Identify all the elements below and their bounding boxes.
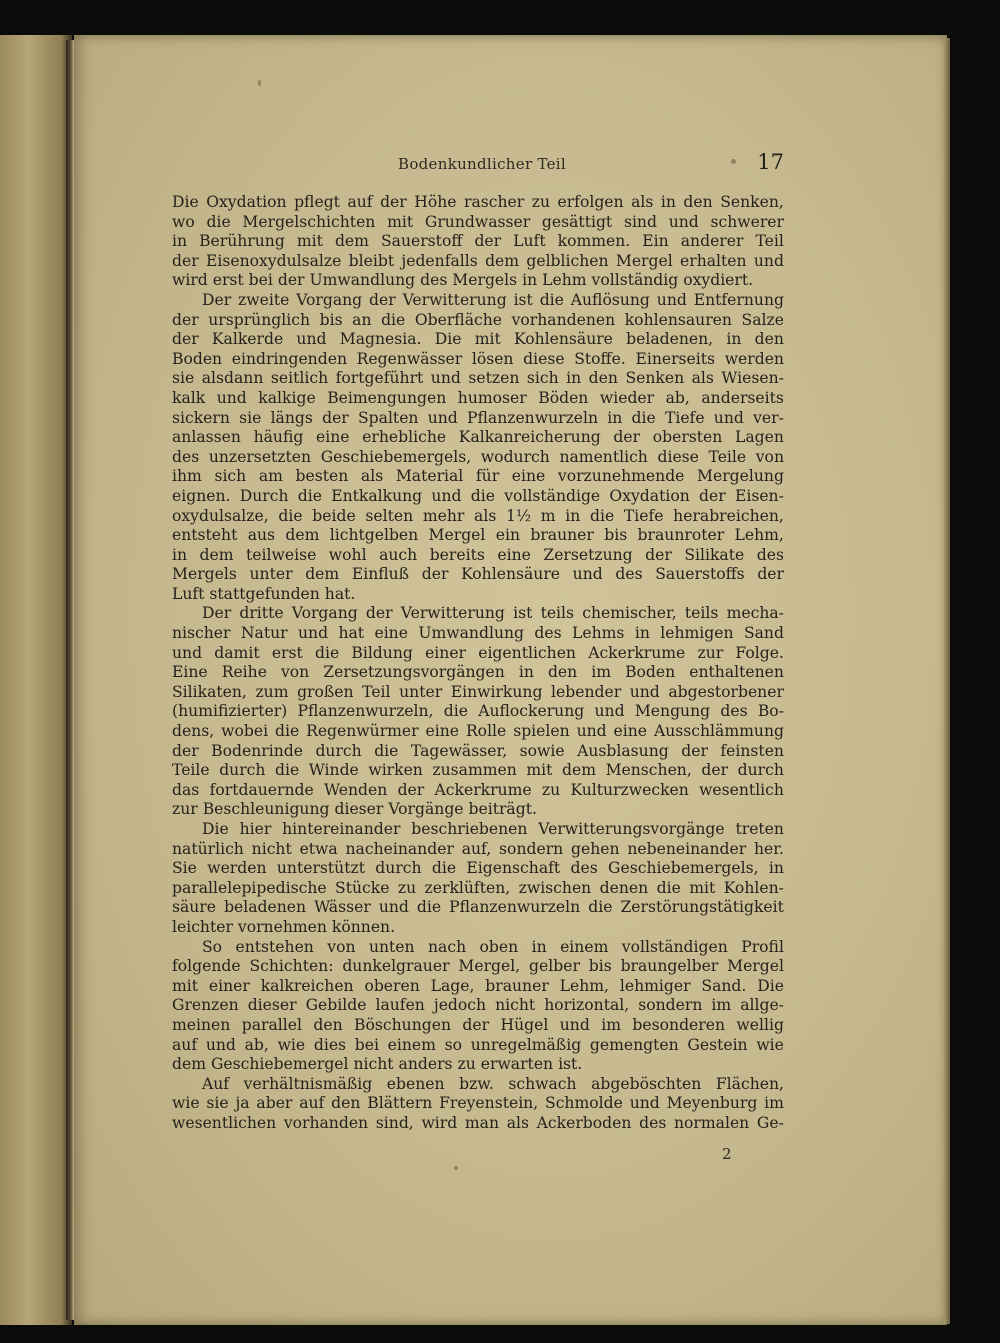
text-line: der Bodenrinde durch die Tagewässer, sowie Ausblasung der feinsten	[172, 741, 784, 760]
text-line: ihm sich am besten als Material für eine vorzunehmende Mergelung	[172, 467, 784, 486]
text-line: dem Geschiebemergel nicht anders zu erwarten ist.	[172, 1055, 583, 1074]
text-line: dens, wobei die Regenwürmer eine Rolle spielen und eine Ausschlämmung	[172, 722, 784, 741]
text-line: Die hier hintereinander beschriebenen Verwitterungsvorgänge treten	[202, 820, 784, 838]
text-line: sie alsdann seitlich fortgeführt und setzen sich in den Senken als Wiesen-	[172, 369, 784, 388]
text-line: Mergels unter dem Einfluß der Kohlensäure und des Sauerstoffs der	[172, 565, 784, 584]
text-line: Die Oxydation pflegt auf der Höhe rascher zu erfolgen als in den Senken,	[172, 193, 784, 211]
text-line: wird erst bei der Umwandlung des Mergels in Lehm vollständig oxydiert.	[172, 271, 754, 290]
paper-speck	[258, 80, 261, 86]
text-line: wesentlichen vorhanden sind, wird man als Ackerboden des normalen Ge-	[172, 1113, 784, 1132]
text-line: Eine Reihe von Zersetzungsvorgängen in den im Boden enthaltenen	[172, 663, 784, 682]
text-line: das fortdauernde Wenden der Ackerkrume zu Kulturzwecken wesentlich	[172, 780, 784, 799]
binding-edge	[66, 40, 74, 1320]
text-line: leichter vornehmen können.	[172, 917, 396, 936]
text-line: in dem teilweise wohl auch bereits eine Zersetzung der Silikate des	[172, 545, 784, 564]
book-spine	[0, 35, 72, 1325]
text-line: oxydulsalze, die beide selten mehr als 1½ m in die Tiefe herabreichen,	[172, 506, 784, 525]
text-line: der ursprünglich bis an die Oberfläche vorhandenen kohlensauren Salze	[172, 310, 784, 329]
text-line: meinen parallel den Böschungen der Hügel und im besonderen wellig	[172, 1015, 784, 1034]
text-line: auf und ab, wie dies bei einem so unregelmäßig gemengten Gestein wie	[172, 1035, 784, 1054]
text-line: Silikaten, zum großen Teil unter Einwirkung lebender und abgestorbener	[172, 682, 784, 701]
text-line: entsteht aus dem lichtgelben Mergel ein brauner bis braunroter Lehm,	[172, 526, 784, 545]
text-line: sickern sie längs der Spalten und Pflanzenwurzeln in die Tiefe und ver-	[172, 408, 784, 427]
running-title: Bodenkundlicher Teil	[398, 155, 566, 173]
page-edge	[944, 38, 950, 1324]
text-line: mit einer kalkreichen oberen Lage, brauner Lehm, lehmiger Sand. Die	[172, 976, 784, 995]
signature-mark: 2	[722, 1145, 732, 1163]
text-line: So entstehen von unten nach oben in einem vollständigen Profil	[202, 937, 784, 956]
text-line: Auf verhältnismäßig ebenen bzw. schwach abgeböschten Flächen,	[202, 1074, 784, 1093]
text-line: Grenzen dieser Gebilde laufen jedoch nicht horizontal, sondern im allge-	[172, 996, 784, 1015]
text-line: der Eisenoxydulsalze bleibt jedenfalls dem gelblichen Mergel erhalten und	[172, 251, 784, 270]
body-text	[172, 193, 784, 1134]
text-line: Luft stattgefunden hat.	[172, 584, 356, 603]
text-line: parallelepipedische Stücke zu zerklüften, zwischen denen die mit Kohlen-	[172, 878, 784, 897]
text-line: folgende Schichten: dunkelgrauer Mergel, gelber bis braungelber Mergel	[172, 957, 784, 976]
page-header	[172, 150, 784, 180]
text-line: anlassen häufig eine erhebliche Kalkanreicherung der obersten Lagen	[172, 428, 784, 447]
text-line: kalk und kalkige Beimengungen humoser Böden wieder ab, anderseits	[172, 388, 784, 407]
text-line: eignen. Durch die Entkalkung und die vollständige Oxydation der Eisen-	[172, 486, 784, 505]
text-line: der Kalkerde und Magnesia. Die mit Kohlensäure beladenen, in den	[172, 330, 784, 349]
text-line: nischer Natur und hat eine Umwandlung des Lehms in lehmigen Sand	[172, 624, 784, 643]
text-line: natürlich nicht etwa nacheinander auf, sondern gehen nebeneinander her.	[172, 839, 784, 858]
text-line: wie sie ja aber auf den Blättern Freyenstein, Schmolde und Meyenburg im	[172, 1094, 784, 1113]
text-line: Der zweite Vorgang der Verwitterung ist die Auflösung und Entfernung	[202, 290, 784, 309]
text-line: säure beladenen Wässer und die Pflanzenwurzeln die Zerstörungstätigkeit	[172, 898, 784, 917]
page-number: 17	[757, 150, 784, 174]
text-line: Teile durch die Winde wirken zusammen mit dem Menschen, der durch	[172, 761, 784, 780]
text-line: und damit erst die Bildung einer eigentlichen Ackerkrume zur Folge.	[172, 643, 784, 662]
text-line: des unzersetzten Geschiebemergels, wodurch namentlich diese Teile von	[172, 447, 784, 466]
text-line: zur Beschleunigung dieser Vorgänge beiträgt.	[172, 800, 537, 819]
text-line: Boden eindringenden Regenwässer lösen diese Stoffe. Einerseits werden	[172, 349, 784, 368]
text-line: (humifizierter) Pflanzenwurzeln, die Auflockerung und Mengung des Bo-	[172, 702, 784, 721]
text-line: in Berührung mit dem Sauerstoff der Luft kommen. Ein anderer Teil	[172, 232, 784, 251]
paper-speck	[454, 1166, 458, 1170]
text-line: Sie werden unterstützt durch die Eigenschaft des Geschiebemergels, in	[172, 859, 784, 878]
text-line: Der dritte Vorgang der Verwitterung ist teils chemischer, teils mecha-	[202, 604, 784, 623]
text-line: wo die Mergelschichten mit Grundwasser gesättigt sind und schwerer	[172, 212, 784, 231]
